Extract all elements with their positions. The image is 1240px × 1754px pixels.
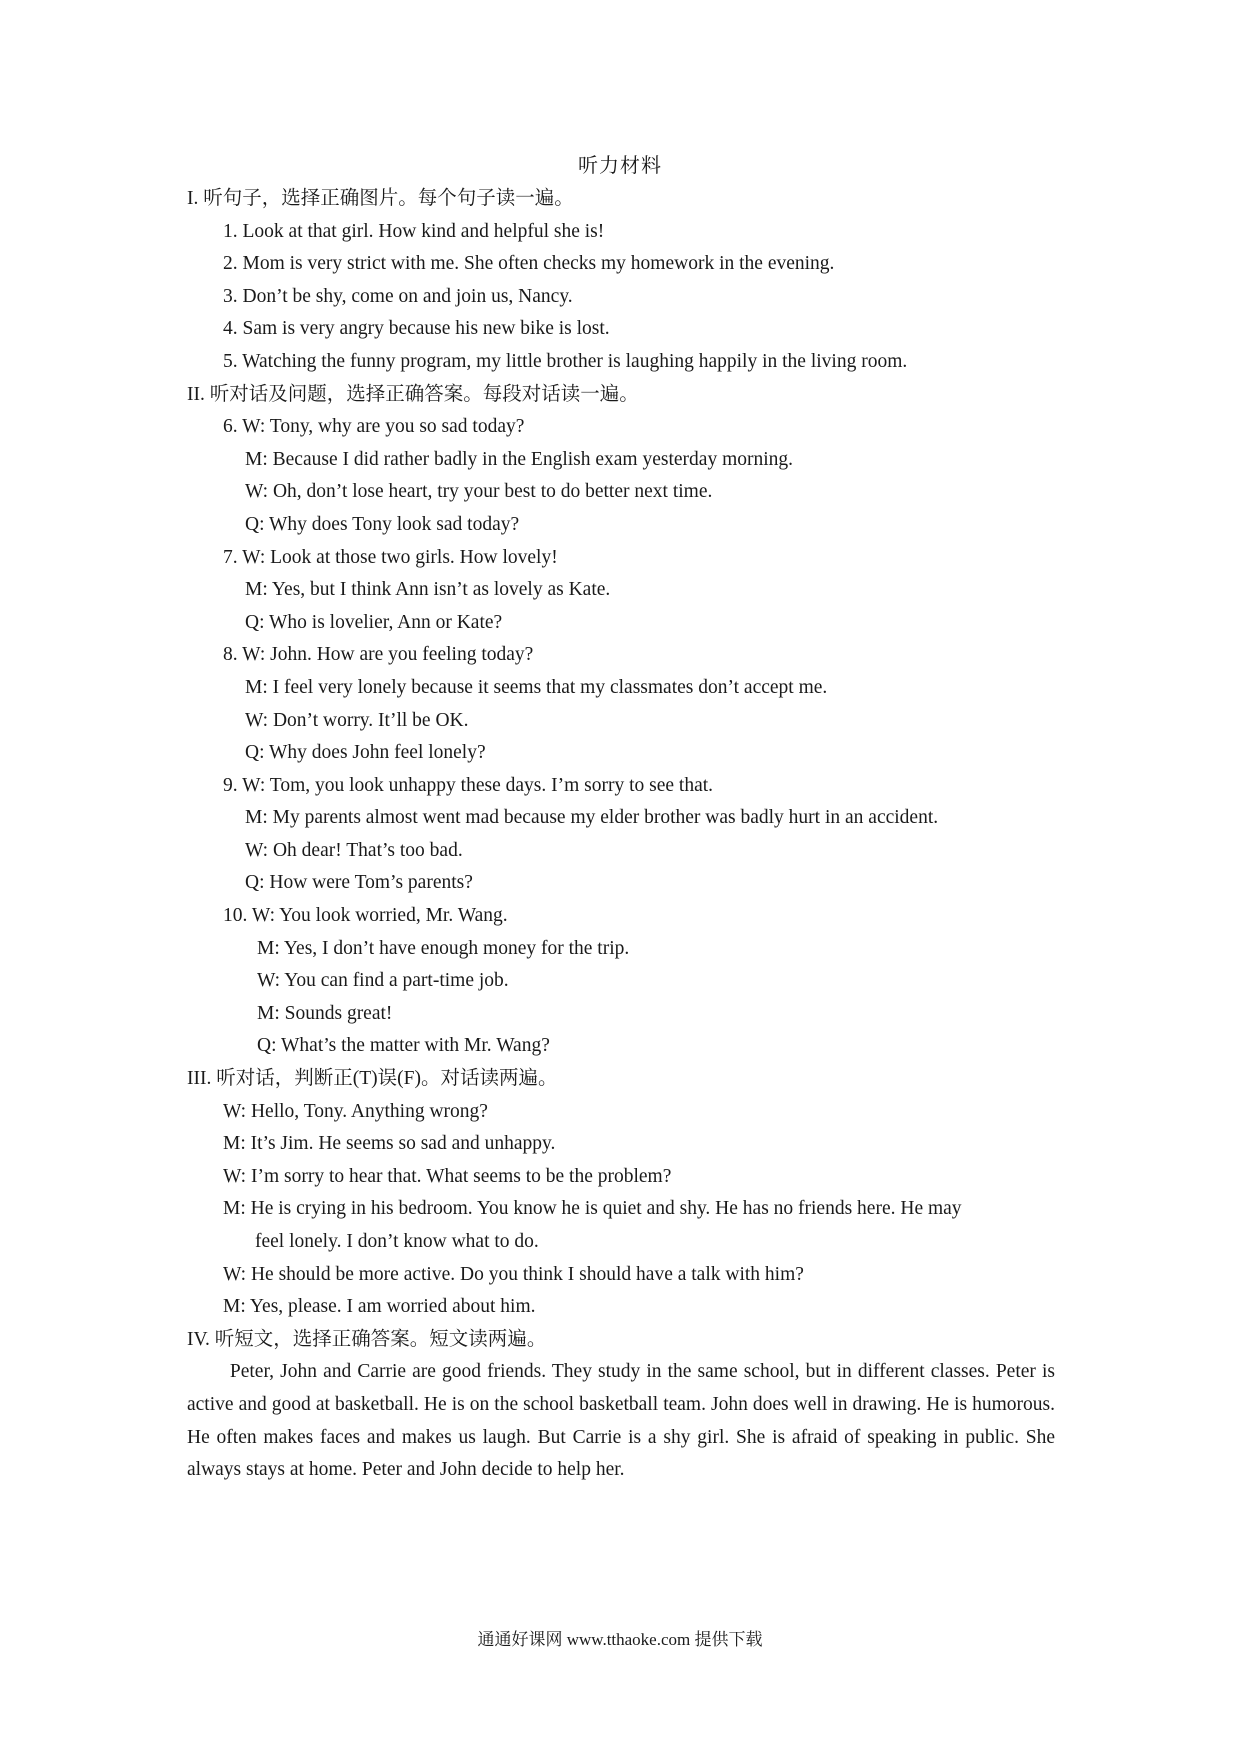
passage-paragraph: Peter, John and Carrie are good friends. They study in the same school, but in different classes. Peter is active and good at basketball. He is on the school basketball team. John does well in drawing. He is humorous. He often makes faces and makes us laugh. But Carrie is a shy girl. She is afraid of speaking in public. She always stays at home. Peter and John decide to help her. bbox=[187, 1361, 1055, 1481]
transcript-line: W: Oh, don’t lose heart, try your best to do better next time. bbox=[245, 481, 713, 503]
transcript-line: M: Yes, I don’t have enough money for the trip. bbox=[257, 937, 630, 959]
transcript-line: 5. Watching the funny program, my little brother is laughing happily in the living room. bbox=[223, 350, 908, 372]
transcript-line: Q: Who is lovelier, Ann or Kate? bbox=[245, 611, 503, 633]
transcript-line: feel lonely. I don’t know what to do. bbox=[255, 1231, 539, 1252]
transcript-line: 4. Sam is very angry because his new bike is lost. bbox=[223, 318, 610, 340]
transcript-line: M: Because I did rather badly in the English exam yesterday morning. bbox=[245, 448, 794, 470]
section-heading: IV. 听短文，选择正确答案。短文读两遍。 bbox=[187, 1328, 547, 1350]
transcript-line: M: Sounds great! bbox=[257, 1002, 393, 1024]
transcript-line: Q: How were Tom’s parents? bbox=[245, 872, 473, 894]
transcript-line: M: I feel very lonely because it seems that my classmates don’t accept me. bbox=[245, 676, 828, 698]
transcript-line: W: Oh dear! That’s too bad. bbox=[245, 839, 463, 861]
section-heading: I. 听句子，选择正确图片。每个句子读一遍。 bbox=[187, 188, 574, 209]
transcript-line: 9. W: Tom, you look unhappy these days. I’m sorry to see that. bbox=[223, 774, 714, 796]
transcript-line: M: My parents almost went mad because my elder brother was badly hurt in an accident. bbox=[245, 807, 939, 829]
transcript-line: W: Don’t worry. It’ll be OK. bbox=[245, 709, 469, 731]
transcript-line: W: He should be more active. Do you think I should have a talk with him? bbox=[223, 1263, 804, 1285]
sections-container bbox=[187, 183, 1055, 1324]
transcript-line: Q: Why does John feel lonely? bbox=[245, 742, 486, 764]
transcript-line: W: I’m sorry to hear that. What seems to be the problem? bbox=[223, 1165, 672, 1187]
transcript-line: M: It’s Jim. He seems so sad and unhappy. bbox=[223, 1133, 556, 1155]
page-footer: 通通好课网 www.tthaoke.com 提供下载 bbox=[477, 1630, 763, 1649]
transcript-line: Q: Why does Tony look sad today? bbox=[245, 513, 520, 535]
section-heading: II. 听对话及问题，选择正确答案。每段对话读一遍。 bbox=[187, 383, 639, 405]
transcript-line: 10. W: You look worried, Mr. Wang. bbox=[223, 905, 508, 927]
transcript-line: Q: What’s the matter with Mr. Wang? bbox=[257, 1035, 550, 1057]
transcript-line: 8. W: John. How are you feeling today? bbox=[223, 644, 534, 666]
transcript-line: M: He is crying in his bedroom. You know he is quiet and shy. He has no friends here. He may bbox=[223, 1198, 962, 1220]
transcript-line: 1. Look at that girl. How kind and helpful she is! bbox=[223, 220, 605, 242]
transcript-line: 6. W: Tony, why are you so sad today? bbox=[223, 416, 525, 438]
transcript-line: 2. Mom is very strict with me. She often checks my homework in the evening. bbox=[223, 253, 835, 275]
page-title: 听力材料 bbox=[578, 155, 662, 177]
listening-content bbox=[187, 183, 1055, 1487]
section-heading: III. 听对话，判断正(T)误(F)。对话读两遍。 bbox=[187, 1068, 558, 1090]
transcript-line: M: Yes, but I think Ann isn’t as lovely as Kate. bbox=[245, 579, 611, 601]
transcript-line: W: You can find a part-time job. bbox=[257, 970, 509, 992]
transcript-line: M: Yes, please. I am worried about him. bbox=[223, 1296, 536, 1318]
transcript-line: 3. Don’t be shy, come on and join us, Nancy. bbox=[223, 285, 573, 307]
transcript-line: W: Hello, Tony. Anything wrong? bbox=[223, 1100, 488, 1122]
transcript-line: 7. W: Look at those two girls. How lovely! bbox=[223, 546, 558, 568]
